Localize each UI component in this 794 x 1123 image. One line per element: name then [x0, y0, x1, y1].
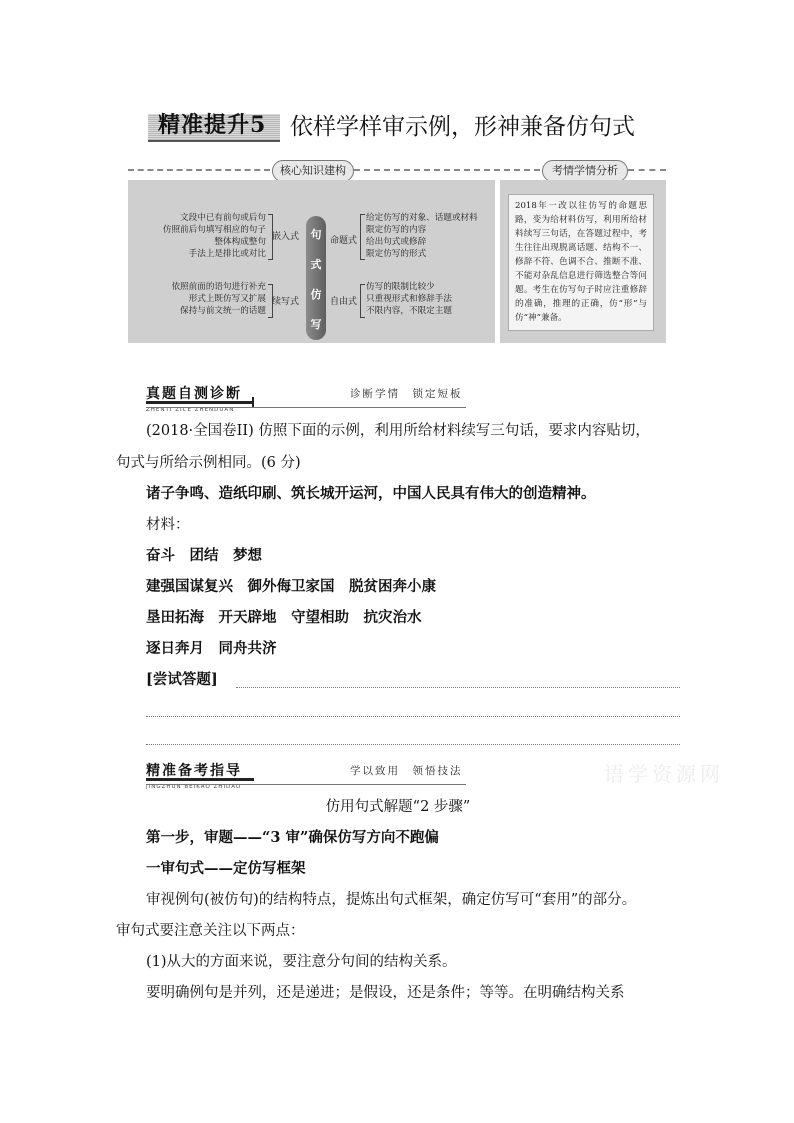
point-heading: (1)从大的方面来说，要注意分句间的结构关系。: [146, 954, 457, 970]
proposition-line: 限定仿写的形式: [366, 249, 427, 259]
section-pinyin: ZHENTI ZICE ZHENDUAN: [146, 407, 235, 413]
bracket: [360, 214, 365, 260]
embedded-label: 嵌入式: [272, 232, 300, 242]
pill-char: 式: [310, 258, 322, 271]
continued-line: 形式上既仿写又扩展: [188, 294, 266, 304]
tab-core-knowledge: 核心知识建构: [272, 160, 354, 182]
dash-divider: [628, 169, 666, 171]
answer-line[interactable]: [236, 687, 680, 688]
continued-line: 保持与前文统一的话题: [180, 306, 266, 316]
title-text: 依样学样审示例，形神兼备仿句式: [290, 114, 635, 140]
title-label: 精准提升5: [158, 112, 267, 138]
continued-line: 依照前面的语句进行补充: [171, 282, 266, 292]
free-line: 只重视形式和修辞手法: [366, 294, 452, 304]
analysis-text: 2018年一改以往仿写的命题思路，变为给材料仿写，利用所给材料续写三句话，在答题过程中，考生往往出现脱离话题、结构不一、修辞不符、色调不合、推断不准、不能对杂乱信息进行筛选整合等问题。考生在仿写句子时应注重修辞的准确，推理的正确，仿“形”与仿“神”兼备。: [508, 194, 654, 331]
material-line: 垦田拓海 开天辟地 守望相助 抗灾治水: [146, 609, 422, 626]
page-title: [148, 108, 668, 148]
paragraph-line: 审句式要注意关注以下两点：: [116, 923, 305, 939]
dash-divider: [354, 169, 540, 171]
section-pinyin: JINGZHUN BEIKAO ZHIDAO: [146, 784, 242, 790]
guide-heading: 仿用句式解题“2 步骤”: [325, 799, 471, 815]
section-header-diagnosis: [146, 383, 680, 413]
section-subtitle: 学以致用 领悟技法: [350, 765, 463, 777]
material-label: 材料：: [146, 517, 190, 533]
free-line: 不限内容，不限定主题: [366, 306, 452, 316]
knowledge-map: [128, 180, 495, 343]
step-heading: 第一步，审题——“3 审”确保仿写方向不跑偏: [146, 829, 439, 846]
sub-heading: 一审句式——定仿写框架: [146, 860, 306, 877]
section-underline: [146, 407, 466, 408]
paragraph-line: 审视例句(被仿句)的结构特点，提炼出句式框架，确定仿写可“套用”的部分。: [146, 892, 637, 908]
section-header-guidance: [146, 760, 680, 790]
pill-char: 写: [310, 318, 322, 331]
answer-label: [尝试答题]: [146, 671, 218, 688]
answer-line[interactable]: [146, 716, 680, 717]
overview-panel: [128, 160, 666, 344]
section-subtitle: 诊断学情 锁定短板: [350, 388, 463, 400]
proposition-line: 给出句式或修辞: [366, 237, 427, 247]
embedded-line: 手法上是排比或对比: [188, 249, 266, 259]
material-line: 建强国谋复兴 御外侮卫家国 脱贫困奔小康: [146, 578, 436, 595]
proposition-line: 给定仿写的对象、话题或材料: [366, 213, 478, 223]
section-underline: [146, 784, 466, 785]
answer-line[interactable]: [146, 744, 680, 745]
embedded-line: 仿照前后句填写相应的句子: [162, 225, 266, 235]
pill-char: 仿: [310, 288, 322, 301]
material-line: 奋斗 团结 梦想: [146, 547, 262, 564]
section-bar: [146, 778, 254, 781]
free-label: 自由式: [330, 297, 358, 307]
tab-exam-analysis: 考情学情分析: [542, 160, 628, 182]
analysis-box: [500, 180, 666, 343]
material-line: 逐日奔月 同舟共济: [146, 640, 277, 657]
section-bar: [146, 401, 254, 404]
sentence-imitation-pill: [306, 216, 326, 340]
pill-char: 句: [310, 228, 322, 241]
question-text-line1: (2018·全国卷II) 仿照下面的示例，利用所给材料续写三句话，要求内容贴切，: [146, 423, 650, 439]
dash-divider: [128, 169, 270, 171]
bracket: [360, 284, 365, 318]
embedded-line: 文段中已有前句或后句: [180, 213, 266, 223]
free-line: 仿写的限制比较少: [366, 282, 435, 292]
question-text-line2: 句式与所给示例相同。(6 分): [116, 455, 301, 471]
section-title: 真题自测诊断: [146, 386, 242, 402]
paragraph-line: 要明确例句是并列，还是递进；是假设，还是条件；等等。在明确结构关系: [146, 985, 625, 1001]
continued-label: 续写式: [272, 297, 300, 307]
proposition-label: 命题式: [330, 236, 358, 246]
embedded-line: 整体构成整句: [214, 237, 266, 247]
watermark: 语学资源网: [604, 762, 724, 786]
example-sentence: 诸子争鸣、造纸印刷、筑长城开运河，中国人民具有伟大的创造精神。: [146, 485, 596, 502]
section-title: 精准备考指导: [146, 763, 242, 779]
proposition-line: 限定仿写的内容: [366, 225, 427, 235]
